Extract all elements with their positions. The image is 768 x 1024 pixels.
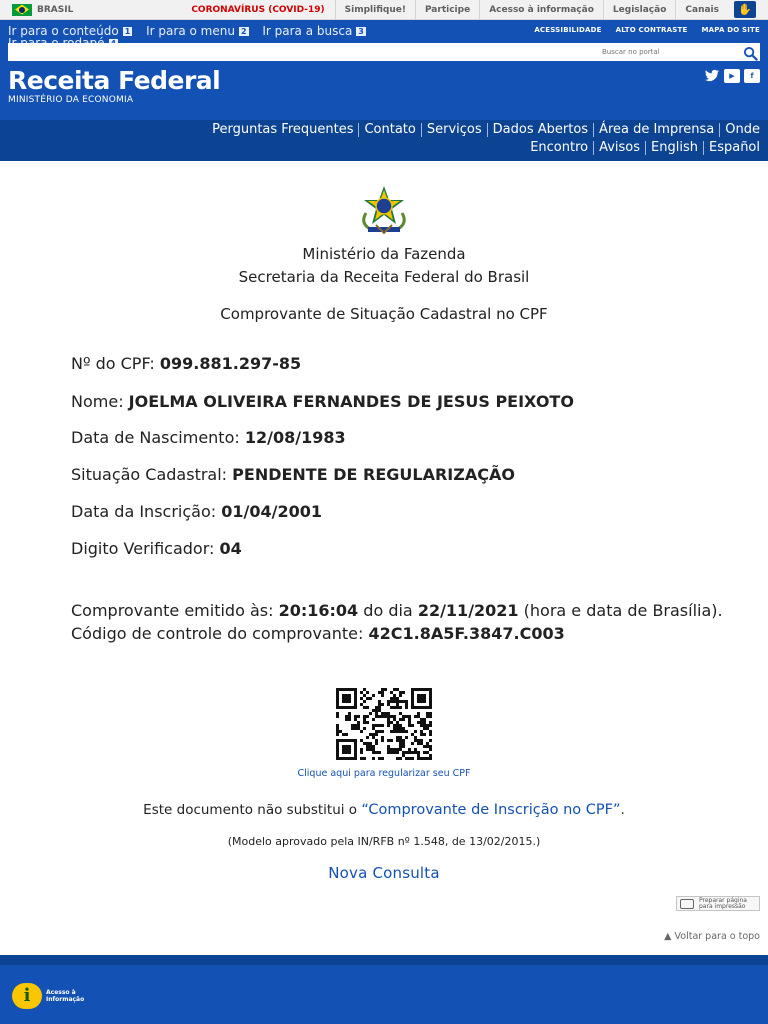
qr-code-icon[interactable] bbox=[336, 688, 432, 760]
brasil-link[interactable] bbox=[12, 0, 73, 19]
header-top-links bbox=[534, 26, 760, 34]
print-page-label: Preparar página para impressão bbox=[699, 897, 747, 910]
acesso-informacao-label bbox=[46, 989, 86, 1003]
govbar-link-simplifique[interactable]: Simplifique! bbox=[335, 0, 415, 19]
situacao-label: Situação Cadastral: bbox=[71, 465, 228, 484]
nav-contato[interactable]: Contato bbox=[358, 123, 420, 137]
footer-stripe bbox=[0, 955, 768, 965]
nav-espanol[interactable]: Español bbox=[703, 141, 760, 155]
main-content bbox=[0, 161, 768, 955]
secretariat-name: Secretaria da Receita Federal do Brasil bbox=[238, 268, 530, 286]
print-page-button[interactable] bbox=[676, 896, 760, 911]
main-nav bbox=[0, 120, 768, 161]
site-title[interactable]: Receita Federal bbox=[8, 66, 221, 95]
digito-label: Digito Verificador: bbox=[71, 539, 215, 558]
field-nascimento bbox=[71, 428, 346, 447]
nav-servicos[interactable]: Serviços bbox=[421, 123, 487, 137]
accesskey-badge: 2 bbox=[240, 27, 247, 36]
situacao-value: PENDENTE DE REGULARIZAÇÃO bbox=[232, 465, 515, 484]
govbar-link-participe[interactable]: Participe bbox=[415, 0, 479, 19]
document-title: Comprovante de Situação Cadastral no CPF bbox=[220, 305, 548, 323]
skip-link-search-label: Ir para a busca bbox=[262, 24, 353, 38]
inscricao-label: Data da Inscrição: bbox=[71, 502, 217, 521]
printer-icon bbox=[680, 899, 694, 909]
notice-prefix: Este documento não substitui o bbox=[143, 802, 358, 818]
back-to-top-link[interactable]: ▲ Voltar para o topo bbox=[664, 931, 760, 942]
vlibras-hand-icon[interactable]: ✋ bbox=[734, 1, 756, 18]
field-cpf bbox=[71, 354, 301, 373]
comprovante-inscricao-link[interactable]: “Comprovante de Inscrição no CPF” bbox=[361, 802, 621, 818]
search-icon[interactable] bbox=[743, 46, 758, 61]
facebook-icon[interactable]: f bbox=[744, 69, 760, 83]
nav-english[interactable]: English bbox=[645, 141, 703, 155]
nav-row-2 bbox=[525, 141, 760, 155]
regularizar-cpf-link[interactable]: Clique aqui para regularizar seu CPF bbox=[297, 768, 471, 779]
inscricao-value: 01/04/2001 bbox=[221, 502, 322, 521]
skip-link-menu-label: Ir para o menu bbox=[146, 24, 235, 38]
brazil-coat-of-arms-icon bbox=[356, 185, 412, 235]
site-footer bbox=[0, 955, 768, 1024]
accesskey-badge: 1 bbox=[124, 27, 131, 36]
modelo-note: (Modelo aprovado pela IN/RFB nº 1.548, de 13/02/2015.) bbox=[227, 835, 541, 848]
cpf-label: Nº do CPF: bbox=[71, 354, 155, 373]
nascimento-label: Data de Nascimento: bbox=[71, 428, 240, 447]
acesso-line-1: Acesso à bbox=[46, 989, 76, 996]
link-alto-contraste[interactable]: ALTO CONTRASTE bbox=[615, 26, 688, 34]
link-acessibilidade[interactable]: ACESSIBILIDADE bbox=[534, 26, 602, 34]
issued-mid: do dia bbox=[363, 601, 413, 620]
govbar-link-covid[interactable]: CORONAVÍRUS (COVID-19) bbox=[191, 4, 325, 15]
issued-time: 20:16:04 bbox=[278, 601, 359, 620]
control-code-label: Código de controle do comprovante: bbox=[71, 624, 364, 643]
nome-label: Nome: bbox=[71, 392, 124, 411]
nav-perguntas-frequentes[interactable]: Perguntas Frequentes bbox=[212, 122, 354, 137]
ministry-name: Ministério da Fazenda bbox=[302, 245, 466, 263]
control-code-value: 42C1.8A5F.3847.C003 bbox=[368, 624, 565, 643]
social-links bbox=[704, 69, 760, 83]
gov-bar bbox=[0, 0, 768, 20]
site-header bbox=[0, 20, 768, 120]
nav-area-de-imprensa[interactable]: Área de Imprensa bbox=[593, 123, 719, 137]
acesso-line-2: Informação bbox=[46, 996, 85, 1003]
accesskey-badge: 3 bbox=[358, 27, 364, 36]
issued-date: 22/11/2021 bbox=[417, 601, 519, 620]
nova-consulta-link[interactable]: Nova Consulta bbox=[328, 864, 440, 882]
brazil-flag-icon bbox=[12, 4, 32, 16]
govbar-link-canais[interactable]: Canais bbox=[675, 0, 728, 19]
skip-link-menu[interactable] bbox=[146, 24, 248, 38]
nav-row-1 bbox=[207, 123, 760, 137]
govbar-link-legislacao[interactable]: Legislação bbox=[603, 0, 675, 19]
site-subtitle: MINISTÉRIO DA ECONOMIA bbox=[8, 95, 134, 105]
nascimento-value: 12/08/1983 bbox=[244, 428, 346, 447]
nav-dados-abertos[interactable]: Dados Abertos bbox=[487, 123, 593, 137]
field-digito bbox=[71, 539, 242, 558]
link-mapa-do-site[interactable]: MAPA DO SITE bbox=[701, 26, 760, 34]
issued-suffix: (hora e data de Brasília). bbox=[523, 601, 723, 620]
field-nome bbox=[71, 392, 574, 411]
digito-value: 04 bbox=[219, 539, 242, 558]
nav-onde-encontro[interactable]: Onde bbox=[719, 123, 760, 137]
notice-suffix: . bbox=[620, 802, 625, 818]
notice-text bbox=[0, 802, 768, 818]
acesso-informacao-icon bbox=[12, 983, 42, 1009]
issued-prefix: Comprovante emitido às: bbox=[71, 601, 274, 620]
gov-bar-links bbox=[187, 0, 728, 19]
youtube-icon[interactable]: ▶ bbox=[724, 69, 740, 83]
issued-info bbox=[71, 599, 761, 645]
twitter-icon[interactable] bbox=[704, 69, 720, 83]
nav-avisos[interactable]: Avisos bbox=[593, 141, 645, 155]
nav-onde-encontro-cont[interactable]: Encontro bbox=[530, 140, 589, 155]
cpf-value: 099.881.297-85 bbox=[159, 354, 302, 373]
brasil-label: BRASIL bbox=[37, 4, 74, 15]
field-inscricao bbox=[71, 502, 322, 521]
search-input[interactable] bbox=[8, 43, 760, 61]
nome-value: JOELMA OLIVEIRA FERNANDES DE JESUS PEIXOTO bbox=[128, 392, 574, 411]
acesso-informacao-link[interactable] bbox=[12, 983, 86, 1009]
back-to-top-label: Voltar para o topo bbox=[674, 931, 760, 942]
field-situacao bbox=[71, 465, 515, 484]
skip-link-content-label: Ir para o conteúdo bbox=[8, 24, 119, 38]
skip-link-search[interactable] bbox=[262, 24, 366, 38]
govbar-link-acesso-informacao[interactable]: Acesso à informação bbox=[479, 0, 603, 19]
